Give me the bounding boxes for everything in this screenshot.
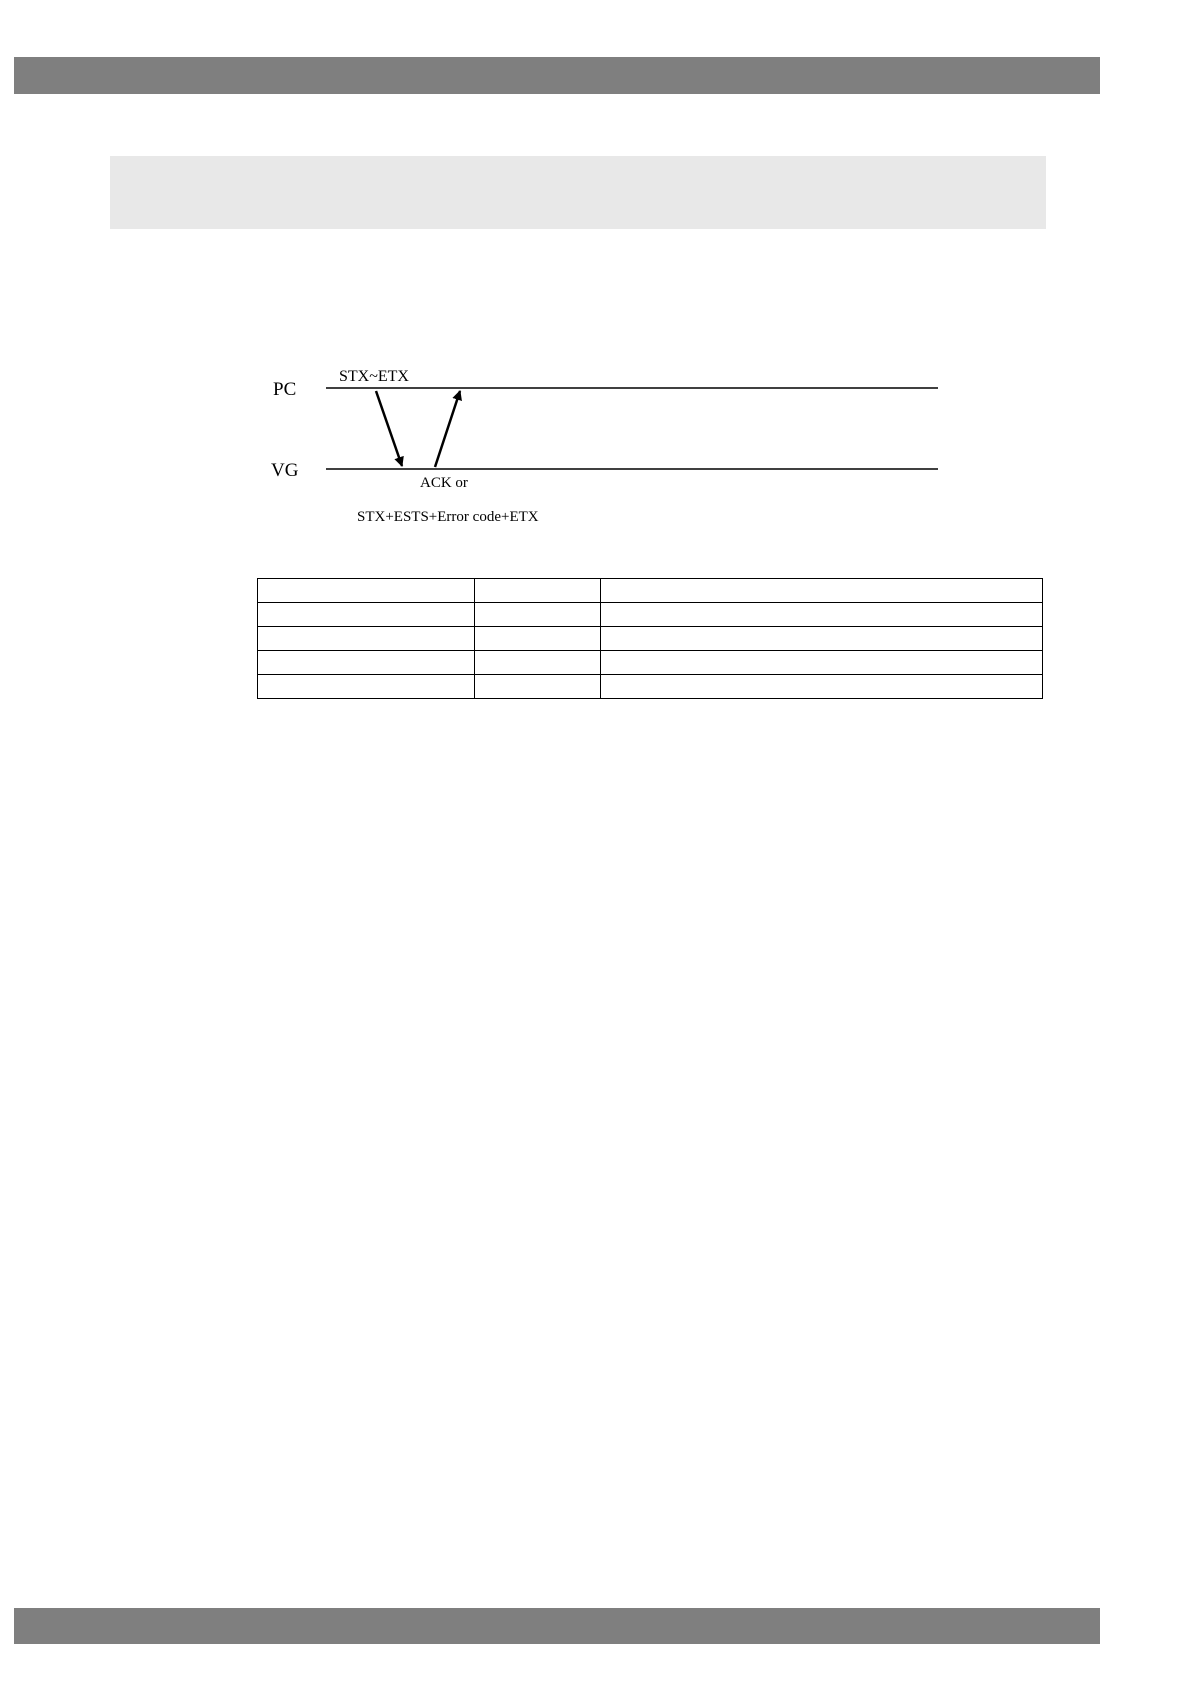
page-footer-bar <box>14 1608 1100 1644</box>
table-row <box>258 627 1043 651</box>
pc-lane-label: PC <box>273 379 297 400</box>
table-cell <box>258 579 475 603</box>
table-cell <box>475 627 601 651</box>
table-cell <box>601 627 1043 651</box>
table-cell <box>601 579 1043 603</box>
table-cell <box>258 603 475 627</box>
table-cell <box>475 675 601 699</box>
table-row <box>258 651 1043 675</box>
command-table <box>257 578 1043 699</box>
send-arrow <box>376 391 402 466</box>
reply-label-line2: STX+ESTS+Error code+ETX <box>357 509 539 525</box>
send-label: STX~ETX <box>339 368 409 385</box>
vg-lane-label: VG <box>271 460 299 481</box>
table-row <box>258 603 1043 627</box>
table-row <box>258 579 1043 603</box>
table-cell <box>258 627 475 651</box>
table-cell <box>258 651 475 675</box>
table-cell <box>475 651 601 675</box>
reply-arrow <box>435 391 460 467</box>
table-cell <box>601 675 1043 699</box>
table-cell <box>601 603 1043 627</box>
table-cell <box>475 579 601 603</box>
table-cell <box>601 651 1043 675</box>
table-row <box>258 675 1043 699</box>
sequence-diagram <box>0 0 1191 560</box>
reply-label-line1: ACK or <box>420 475 468 491</box>
table-cell <box>258 675 475 699</box>
table-cell <box>475 603 601 627</box>
